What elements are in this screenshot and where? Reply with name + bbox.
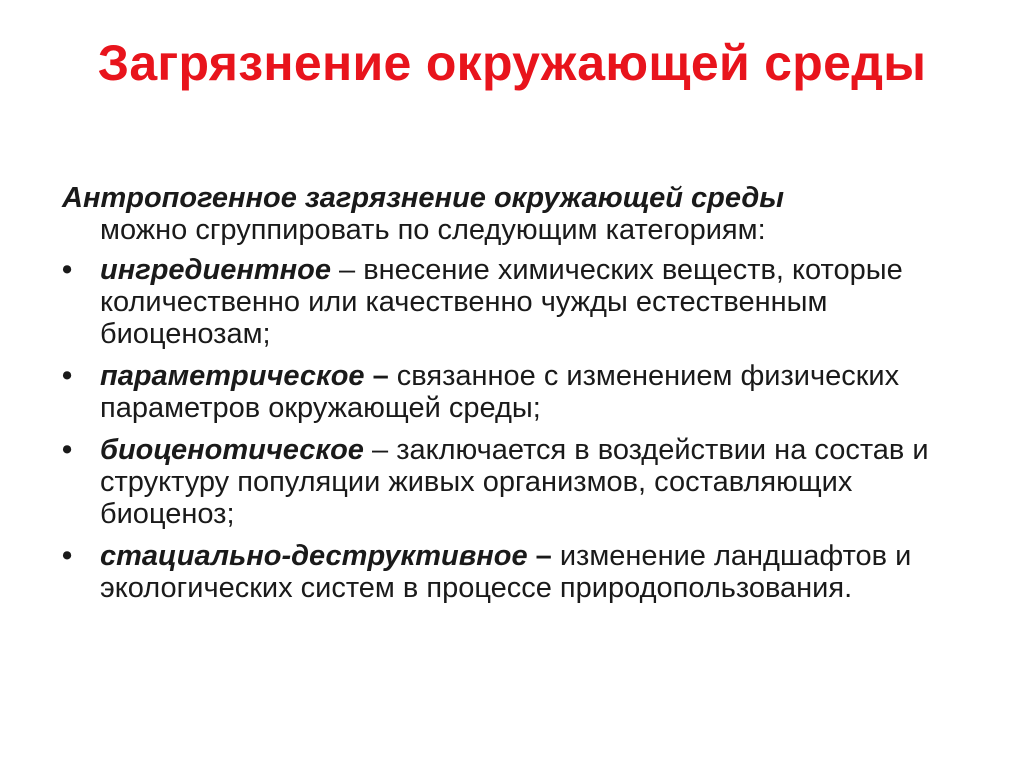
slide-title: Загрязнение окружающей среды	[97, 35, 927, 91]
slide-body	[62, 182, 952, 614]
list-item	[62, 540, 952, 604]
category-description: заключается в воздействии на состав и структуру популяции живых организмов, составляющих биоценоз;	[100, 434, 929, 530]
category-term: биоценотическое	[100, 434, 364, 466]
list-item	[62, 360, 952, 424]
term-separator: –	[527, 540, 560, 572]
list-item	[62, 434, 952, 530]
category-description: внесение химических веществ, которые количественно или качественно чужды естественным биоценозам;	[100, 254, 903, 350]
bullet-icon: •	[62, 434, 73, 466]
category-description: изменение ландшафтов и экологических систем в процессе природопользования.	[100, 540, 912, 604]
category-term: параметрическое	[100, 360, 365, 392]
bullet-icon: •	[62, 254, 73, 286]
term-separator: –	[364, 360, 397, 392]
category-description: связанное с изменением физических параметров окружающей среды;	[100, 360, 900, 424]
category-term: ингрeдиентное	[100, 254, 331, 286]
term-separator: –	[330, 254, 364, 286]
list-item	[62, 254, 952, 350]
bullet-icon: •	[62, 540, 73, 572]
intro-bold-text: Антропогенное загрязнение окружающей среды	[62, 182, 785, 214]
intro-paragraph	[62, 182, 952, 246]
term-separator: –	[363, 434, 397, 466]
category-term: стациально-деструктивное	[100, 540, 528, 572]
bullet-icon: •	[62, 360, 73, 392]
intro-rest-text: можно сгруппировать по следующим категориям:	[100, 214, 766, 246]
category-list	[62, 254, 952, 604]
